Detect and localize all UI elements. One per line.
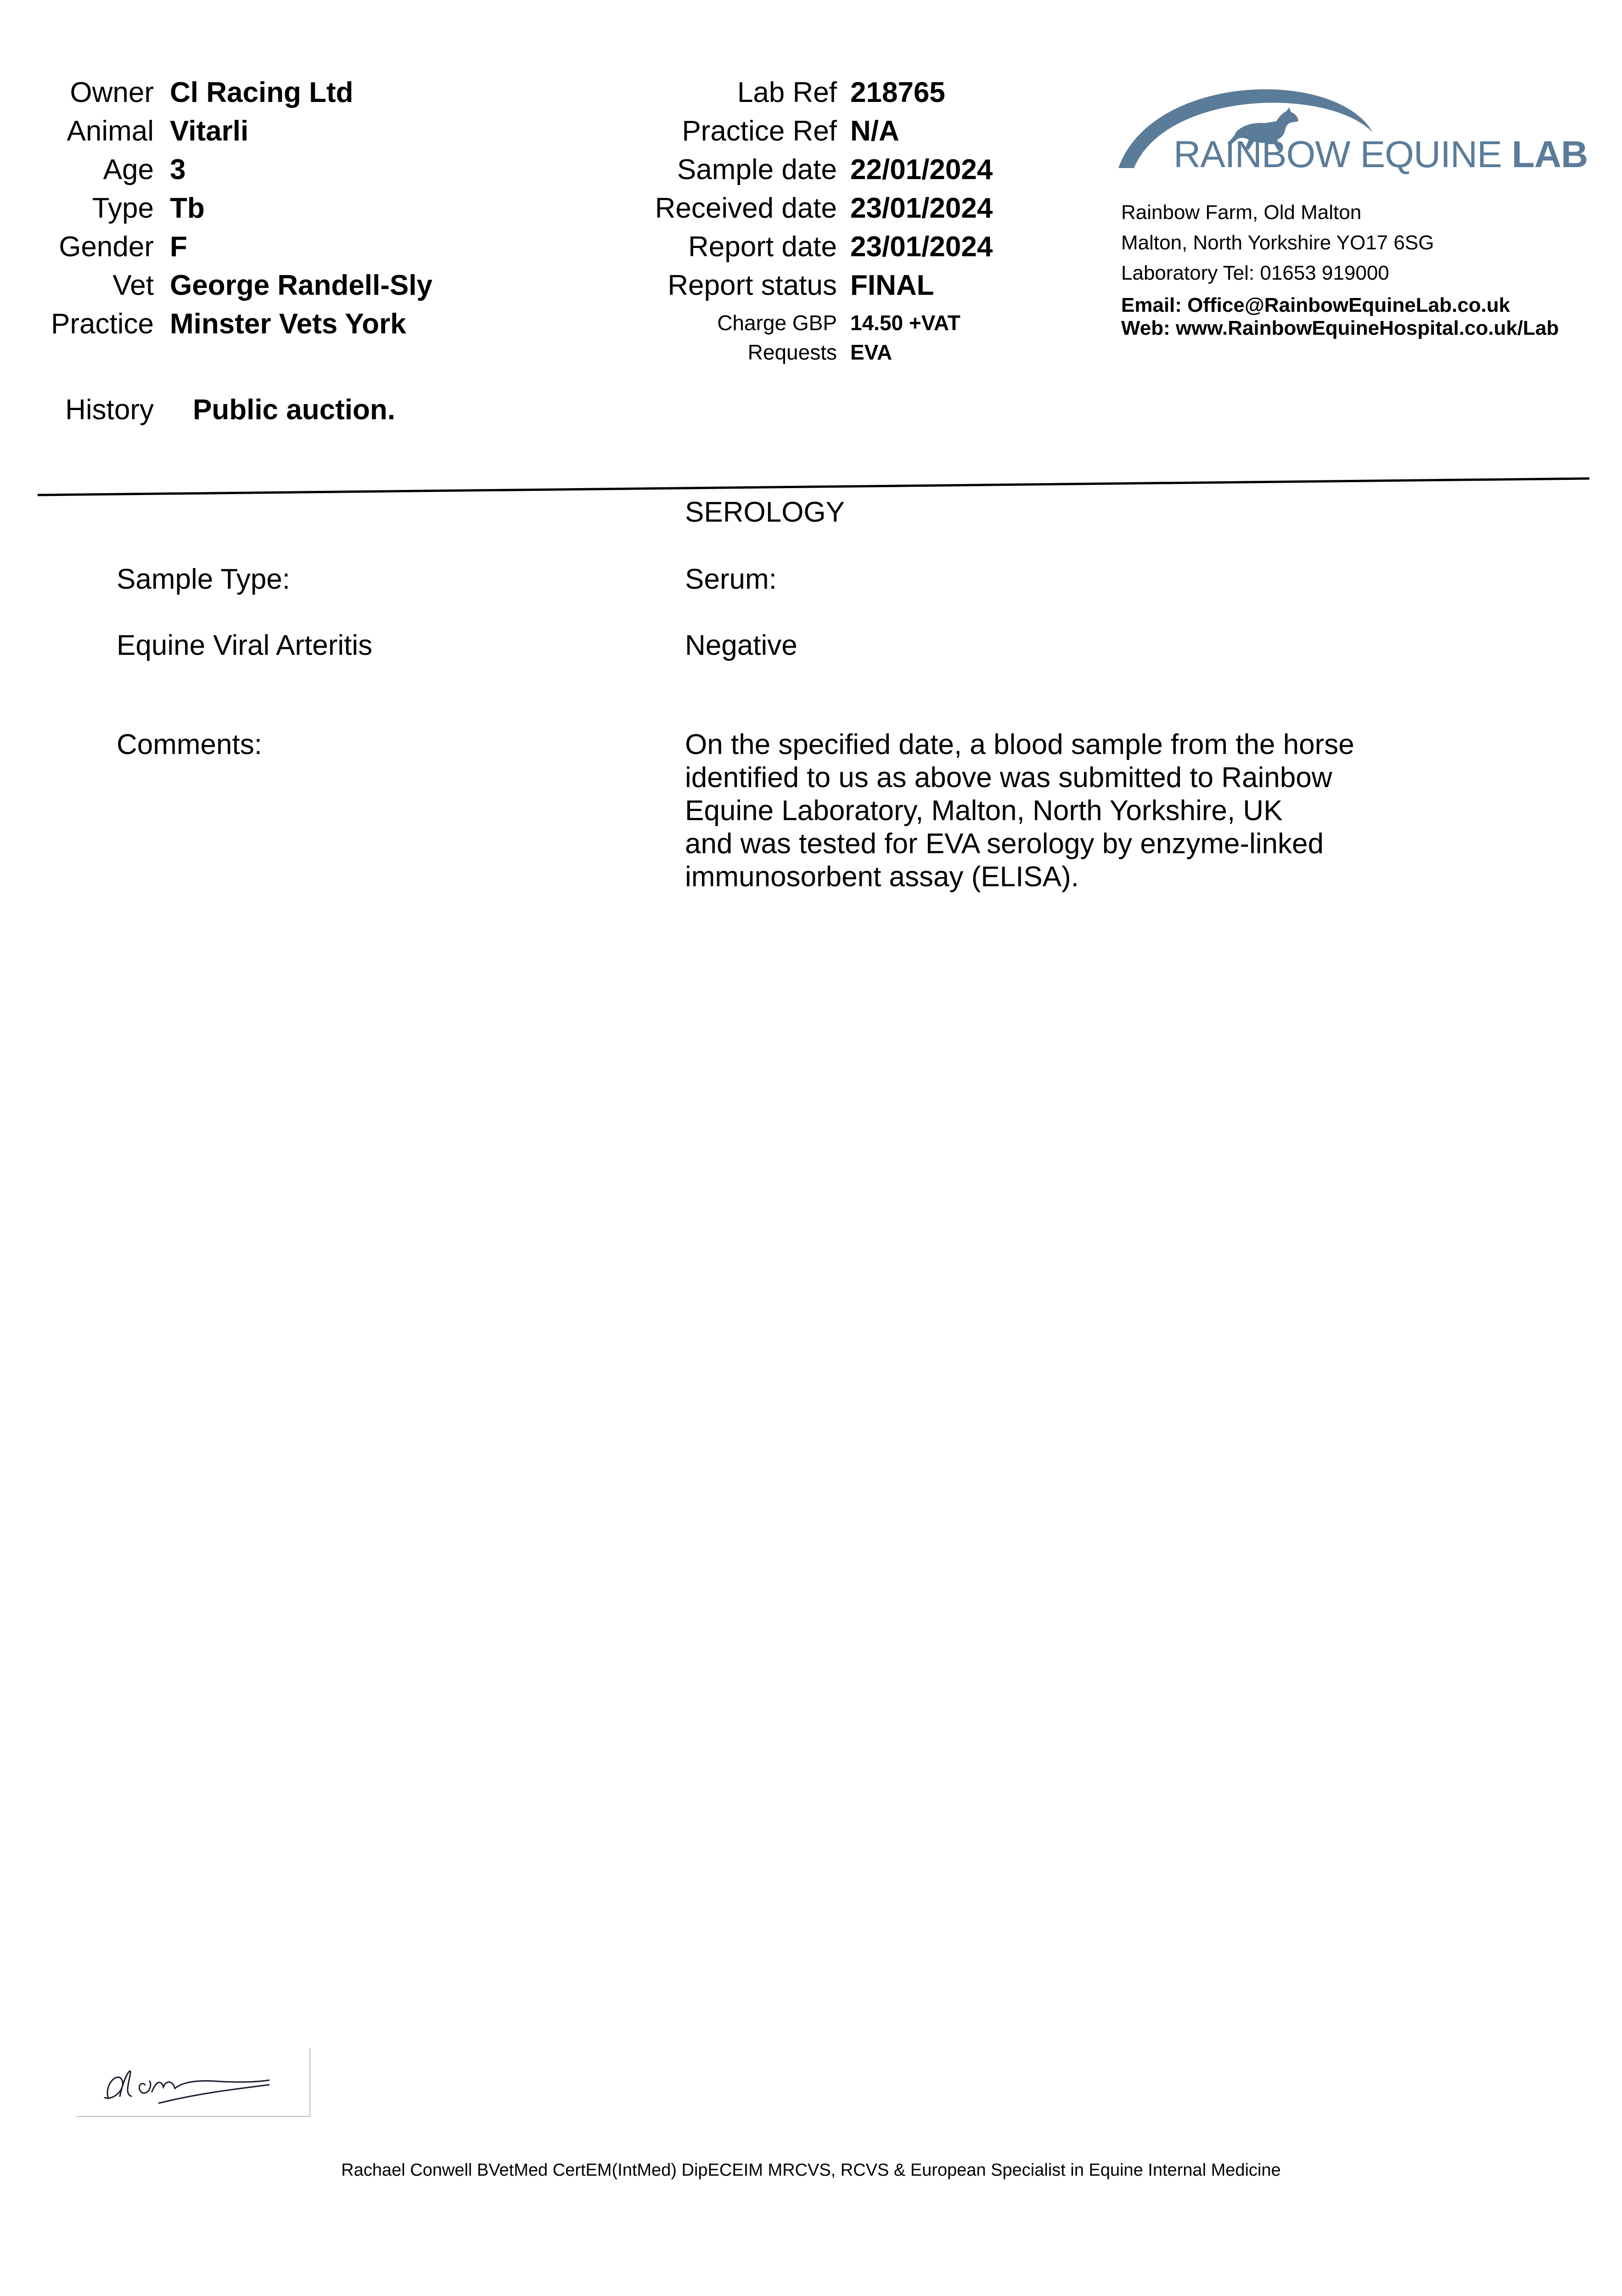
history-label: History bbox=[65, 394, 154, 426]
report-status-value: FINAL bbox=[850, 270, 934, 301]
charge-value: 14.50 +VAT bbox=[850, 311, 960, 335]
age-label: Age bbox=[103, 154, 154, 186]
comment-line: and was tested for EVA serology by enzyme-linked bbox=[685, 828, 1324, 860]
owner-value: Cl Racing Ltd bbox=[170, 77, 354, 108]
section-title: SEROLOGY bbox=[685, 496, 845, 528]
sample-date-value: 22/01/2024 bbox=[850, 154, 993, 186]
sample-date-label: Sample date bbox=[677, 154, 837, 186]
sample-type-label: Sample Type: bbox=[117, 563, 290, 595]
received-date-label: Received date bbox=[655, 192, 837, 224]
report-date-label: Report date bbox=[688, 231, 837, 263]
address-line1: Rainbow Farm, Old Malton bbox=[1121, 201, 1362, 224]
requests-value: EVA bbox=[850, 340, 892, 364]
practice-label: Practice bbox=[51, 308, 154, 340]
received-date-value: 23/01/2024 bbox=[850, 192, 993, 224]
vet-label: Vet bbox=[112, 270, 154, 301]
practice-value: Minster Vets York bbox=[170, 308, 406, 340]
comments-text bbox=[685, 728, 1354, 894]
type-value: Tb bbox=[170, 192, 205, 224]
test-name: Equine Viral Arteritis bbox=[117, 630, 373, 661]
history-value: Public auction. bbox=[193, 394, 395, 426]
test-result: Negative bbox=[685, 630, 797, 661]
lab-ref-value: 218765 bbox=[850, 77, 945, 108]
animal-value: Vitarli bbox=[170, 115, 249, 147]
report-date-value: 23/01/2024 bbox=[850, 231, 993, 263]
brand-name-bold: LAB bbox=[1511, 134, 1588, 175]
comment-line: Equine Laboratory, Malton, North Yorkshire, UK bbox=[685, 795, 1283, 827]
practice-ref-value: N/A bbox=[850, 115, 899, 147]
signature-icon bbox=[76, 2048, 309, 2116]
vet-value: George Randell-Sly bbox=[170, 270, 432, 301]
gender-value: F bbox=[170, 231, 187, 263]
signature-box bbox=[76, 2048, 310, 2117]
lab-email: Email: Office@RainbowEquineLab.co.uk bbox=[1121, 294, 1510, 316]
lab-tel: Laboratory Tel: 01653 919000 bbox=[1121, 262, 1389, 284]
animal-label: Animal bbox=[67, 115, 154, 147]
signatory-footer: Rachael Conwell BVetMed CertEM(IntMed) DipECEIM MRCVS, RCVS & European Specialist in Equine Internal Medicine bbox=[341, 2161, 1281, 2180]
type-label: Type bbox=[92, 192, 154, 224]
owner-label: Owner bbox=[70, 77, 154, 108]
comment-line: immunosorbent assay (ELISA). bbox=[685, 861, 1079, 893]
lab-ref-label: Lab Ref bbox=[737, 77, 837, 108]
brand-name-regular: RAINBOW EQUINE bbox=[1173, 134, 1512, 175]
report-status-label: Report status bbox=[668, 270, 837, 301]
gender-label: Gender bbox=[59, 231, 154, 263]
brand-name bbox=[1173, 133, 1588, 176]
lab-web: Web: www.RainbowEquineHospital.co.uk/Lab bbox=[1121, 317, 1559, 339]
address-line2: Malton, North Yorkshire YO17 6SG bbox=[1121, 231, 1434, 254]
comment-line: On the specified date, a blood sample from the horse bbox=[685, 729, 1354, 760]
charge-label: Charge GBP bbox=[717, 311, 837, 335]
comments-label: Comments: bbox=[117, 729, 262, 760]
comment-line: identified to us as above was submitted to Rainbow bbox=[685, 762, 1332, 793]
requests-label: Requests bbox=[747, 340, 837, 364]
practice-ref-label: Practice Ref bbox=[682, 115, 837, 147]
age-value: 3 bbox=[170, 154, 186, 186]
sample-type-value: Serum: bbox=[685, 563, 777, 595]
